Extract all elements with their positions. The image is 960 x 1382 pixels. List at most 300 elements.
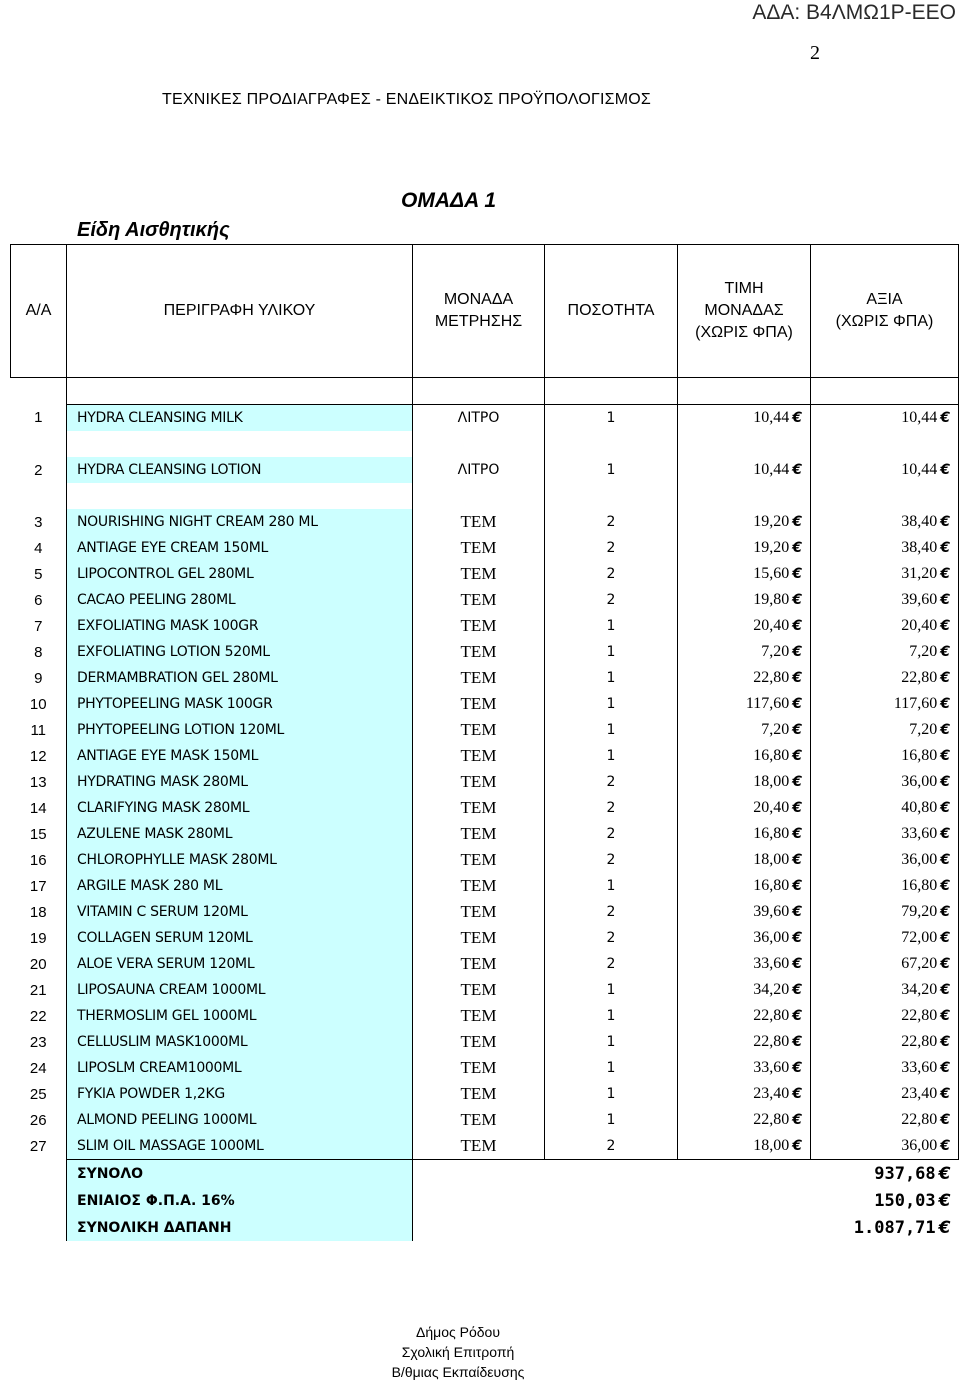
row-number: 7: [34, 617, 43, 635]
item-value-amount: 38,40: [901, 513, 938, 530]
unit-price-amount: 18,00: [753, 851, 790, 868]
item-description: PHYTOPEELING MASK 100GR: [67, 691, 413, 717]
table-row: [11, 1003, 959, 1029]
total-empty: [413, 1187, 545, 1214]
item-description: LIPOSAUNA CREAM 1000ML: [67, 977, 413, 1003]
row-number: 16: [29, 851, 47, 869]
euro-icon: €: [938, 1217, 951, 1238]
unit-price-amount: 10,44: [753, 461, 790, 478]
euro-icon: €: [940, 644, 950, 660]
euro-icon: €: [940, 462, 950, 478]
row-number: 17: [29, 877, 47, 895]
spacer-cell: [11, 431, 67, 457]
item-unit: ΤΕΜ: [413, 613, 545, 639]
item-unit: ΤΕΜ: [413, 639, 545, 665]
total-label: ΣΥΝΟΛΙΚΗ ΔΑΠΑΝΗ: [67, 1214, 413, 1241]
spacer-cell: [678, 483, 811, 509]
item-quantity: 1: [545, 743, 678, 769]
item-unit: ΤΕΜ: [413, 665, 545, 691]
item-value-amount: 34,20: [901, 981, 938, 998]
item-value: [811, 509, 959, 535]
item-value: [811, 769, 959, 795]
row-number: 5: [34, 565, 43, 583]
spacer-cell: [413, 431, 545, 457]
table-row: [11, 847, 959, 873]
item-description: CLARIFYING MASK 280ML: [67, 795, 413, 821]
total-row: [11, 1160, 959, 1188]
table-row: [11, 1055, 959, 1081]
unit-price-amount: 117,60: [745, 695, 790, 712]
budget-table: [10, 244, 959, 1241]
total-empty: [413, 1214, 545, 1241]
table-row: [11, 795, 959, 821]
item-value-amount: 10,44: [901, 461, 938, 478]
item-description: ALOE VERA SERUM 120ML: [67, 951, 413, 977]
col-header-value-line1: ΑΞΙΑ: [866, 291, 903, 308]
item-value-amount: 16,80: [901, 747, 938, 764]
unit-price: [678, 899, 811, 925]
unit-price-amount: 22,80: [753, 669, 790, 686]
total-empty: [545, 1214, 678, 1241]
total-spacer: [11, 1187, 67, 1214]
col-header-aa: Α/Α: [11, 245, 67, 378]
unit-price: [678, 1133, 811, 1160]
spacer-cell: [678, 378, 811, 405]
unit-price-amount: 20,40: [753, 799, 790, 816]
item-unit: ΤΕΜ: [413, 717, 545, 743]
item-unit: ΤΕΜ: [413, 769, 545, 795]
spacer-cell: [413, 378, 545, 405]
item-value-amount: 79,20: [901, 903, 938, 920]
table-row: [11, 535, 959, 561]
euro-icon: €: [938, 1190, 951, 1211]
item-value: [811, 587, 959, 613]
euro-icon: €: [940, 1060, 950, 1076]
col-header-unit-line1: ΜΟΝΑΔΑ: [443, 291, 514, 308]
item-value-amount: 117,60: [893, 695, 938, 712]
item-value-amount: 20,40: [901, 617, 938, 634]
item-value: [811, 1133, 959, 1160]
item-value: [811, 1003, 959, 1029]
item-quantity: 1: [545, 691, 678, 717]
unit-price-amount: 10,44: [753, 409, 790, 426]
footer-line-3: Β/θμιας Εκπαίδευσης: [391, 1364, 525, 1380]
total-value: [678, 1214, 959, 1241]
spacer-cell: [811, 483, 959, 509]
item-value: [811, 561, 959, 587]
euro-icon: €: [940, 566, 950, 582]
item-value: [811, 1107, 959, 1133]
spacer-row: [11, 431, 959, 457]
euro-icon: €: [940, 826, 950, 842]
unit-price-amount: 19,20: [753, 539, 790, 556]
col-header-price-line3: (ΧΩΡΙΣ ΦΠΑ): [695, 324, 793, 341]
item-unit: ΤΕΜ: [413, 847, 545, 873]
row-number: 21: [29, 981, 47, 999]
item-unit: ΤΕΜ: [413, 899, 545, 925]
euro-icon: €: [792, 514, 802, 530]
table-row: [11, 1081, 959, 1107]
unit-price-amount: 7,20: [761, 721, 790, 738]
total-value: [678, 1187, 959, 1214]
row-number: 6: [34, 591, 43, 609]
item-quantity: 2: [545, 899, 678, 925]
item-value-amount: 39,60: [901, 591, 938, 608]
item-value-amount: 7,20: [909, 643, 938, 660]
spacer-cell: [413, 483, 545, 509]
item-description: ALMOND PEELING 1000ML: [67, 1107, 413, 1133]
unit-price-amount: 33,60: [753, 1059, 790, 1076]
item-value: [811, 821, 959, 847]
item-unit: ΤΕΜ: [413, 509, 545, 535]
item-quantity: 1: [545, 405, 678, 432]
item-quantity: 2: [545, 561, 678, 587]
spacer-cell: [67, 483, 413, 509]
euro-icon: €: [940, 592, 950, 608]
item-description: HYDRA CLEANSING MILK: [67, 405, 413, 432]
item-quantity: 1: [545, 665, 678, 691]
euro-icon: €: [940, 670, 950, 686]
euro-icon: €: [792, 722, 802, 738]
table-row: [11, 1133, 959, 1160]
item-value: [811, 925, 959, 951]
item-description: CHLOROPHYLLE MASK 280ML: [67, 847, 413, 873]
col-header-unit: [413, 245, 545, 378]
row-number: 25: [29, 1085, 47, 1103]
total-value-amount: 1.087,71: [853, 1217, 936, 1238]
item-value-amount: 23,40: [901, 1085, 938, 1102]
euro-icon: €: [792, 930, 802, 946]
item-unit: ΤΕΜ: [413, 1003, 545, 1029]
item-value: [811, 899, 959, 925]
spacer-cell: [11, 483, 67, 509]
spacer-cell: [67, 378, 413, 405]
item-value-amount: 40,80: [901, 799, 938, 816]
item-value: [811, 535, 959, 561]
unit-price: [678, 951, 811, 977]
euro-icon: €: [792, 566, 802, 582]
spacer-row: [11, 483, 959, 509]
ada-code: ΑΔΑ: Β4ΛΜΩ1Ρ-ΕΕΟ: [752, 1, 956, 24]
euro-icon: €: [792, 774, 802, 790]
euro-icon: €: [792, 670, 802, 686]
item-value-amount: 16,80: [901, 877, 938, 894]
table-row: [11, 561, 959, 587]
row-number: 11: [30, 721, 47, 739]
row-number: 12: [29, 747, 47, 765]
item-description: HYDRA CLEANSING LOTION: [67, 457, 413, 483]
item-quantity: 2: [545, 847, 678, 873]
unit-price-amount: 16,80: [753, 825, 790, 842]
unit-price: [678, 1055, 811, 1081]
table-row: [11, 665, 959, 691]
table-row: [11, 1107, 959, 1133]
total-value-amount: 937,68: [874, 1163, 936, 1184]
unit-price-amount: 22,80: [753, 1033, 790, 1050]
document-title: ΤΕΧΝΙΚΕΣ ΠΡΟΔΙΑΓΡΑΦΕΣ - ΕΝΔΕΙΚΤΙΚΟΣ ΠΡΟΫΠΟΛΟΓΙΣΜΟΣ: [162, 91, 652, 108]
table-row: [11, 743, 959, 769]
euro-icon: €: [792, 748, 802, 764]
row-number: 20: [29, 955, 47, 973]
unit-price: [678, 665, 811, 691]
row-number: 23: [29, 1033, 47, 1051]
spacer-cell: [545, 483, 678, 509]
unit-price: [678, 535, 811, 561]
item-description: EXFOLIATING MASK 100GR: [67, 613, 413, 639]
unit-price: [678, 1107, 811, 1133]
table-row: [11, 977, 959, 1003]
table-row: [11, 1029, 959, 1055]
item-value-amount: 38,40: [901, 539, 938, 556]
item-description: FYKIA POWDER 1,2KG: [67, 1081, 413, 1107]
item-description: CELLUSLIM MASK1000ML: [67, 1029, 413, 1055]
item-value: [811, 873, 959, 899]
unit-price: [678, 561, 811, 587]
item-quantity: 1: [545, 717, 678, 743]
item-value: [811, 951, 959, 977]
euro-icon: €: [792, 878, 802, 894]
spacer-cell: [811, 431, 959, 457]
total-label: ΕΝΙΑΙΟΣ Φ.Π.Α. 16%: [67, 1187, 413, 1214]
euro-icon: €: [792, 1086, 802, 1102]
category-title: Είδη Αισθητικής: [77, 219, 230, 241]
item-value: [811, 847, 959, 873]
euro-icon: €: [792, 1060, 802, 1076]
item-description: DERMAMBRATION GEL 280ML: [67, 665, 413, 691]
unit-price-amount: 7,20: [761, 643, 790, 660]
euro-icon: €: [940, 722, 950, 738]
item-value: [811, 743, 959, 769]
unit-price-amount: 19,80: [753, 591, 790, 608]
item-description: SLIM OIL MASSAGE 1000ML: [67, 1133, 413, 1160]
unit-price-amount: 33,60: [753, 955, 790, 972]
item-description: CACAO PEELING 280ML: [67, 587, 413, 613]
row-number: 9: [34, 669, 43, 687]
spacer-cell: [811, 378, 959, 405]
row-number: 1: [34, 409, 43, 427]
item-unit: ΤΕΜ: [413, 1029, 545, 1055]
table-row: [11, 873, 959, 899]
spacer-cell: [67, 431, 413, 457]
unit-price-amount: 19,20: [753, 513, 790, 530]
table-row: [11, 639, 959, 665]
euro-icon: €: [792, 696, 802, 712]
unit-price: [678, 613, 811, 639]
row-number: 14: [29, 799, 47, 817]
euro-icon: €: [940, 1112, 950, 1128]
item-unit: ΤΕΜ: [413, 535, 545, 561]
item-description: COLLAGEN SERUM 120ML: [67, 925, 413, 951]
item-unit: ΤΕΜ: [413, 795, 545, 821]
spacer-row: [11, 378, 959, 405]
item-description: ANTIAGE EYE CREAM 150ML: [67, 535, 413, 561]
item-unit: ΤΕΜ: [413, 1081, 545, 1107]
footer: [0, 1322, 916, 1382]
unit-price-amount: 16,80: [753, 747, 790, 764]
euro-icon: €: [792, 1008, 802, 1024]
item-value: [811, 405, 959, 432]
item-quantity: 1: [545, 1055, 678, 1081]
spacer-cell: [678, 431, 811, 457]
item-description: AZULENE MASK 280ML: [67, 821, 413, 847]
euro-icon: €: [940, 982, 950, 998]
footer-line-2: Σχολική Επιτροπή: [401, 1344, 515, 1360]
item-value-amount: 36,00: [901, 851, 938, 868]
spacer-cell: [11, 378, 67, 405]
unit-price: [678, 821, 811, 847]
row-number: 19: [29, 929, 47, 947]
item-value-amount: 22,80: [901, 1033, 938, 1050]
item-quantity: 2: [545, 951, 678, 977]
item-quantity: 2: [545, 535, 678, 561]
col-header-price: [678, 245, 811, 378]
unit-price: [678, 717, 811, 743]
group-title: ΟΜΑΔΑ 1: [401, 189, 496, 212]
item-value-amount: 31,20: [901, 565, 938, 582]
item-description: EXFOLIATING LOTION 520ML: [67, 639, 413, 665]
item-quantity: 2: [545, 925, 678, 951]
item-quantity: 2: [545, 1133, 678, 1160]
item-value-amount: 72,00: [901, 929, 938, 946]
row-number: 24: [29, 1059, 47, 1077]
euro-icon: €: [940, 878, 950, 894]
euro-icon: €: [792, 1034, 802, 1050]
table-row: [11, 587, 959, 613]
table-row: [11, 613, 959, 639]
unit-price-amount: 18,00: [753, 773, 790, 790]
item-value-amount: 10,44: [901, 409, 938, 426]
item-value-amount: 22,80: [901, 669, 938, 686]
euro-icon: €: [792, 956, 802, 972]
total-empty: [413, 1160, 545, 1188]
row-number: 27: [29, 1137, 47, 1155]
row-number: 13: [29, 773, 47, 791]
unit-price: [678, 795, 811, 821]
unit-price: [678, 873, 811, 899]
col-header-value-line2: (ΧΩΡΙΣ ΦΠΑ): [835, 313, 934, 330]
item-value: [811, 613, 959, 639]
item-value: [811, 665, 959, 691]
col-header-price-line1: ΤΙΜΗ: [724, 280, 764, 297]
item-description: LIPOCONTROL GEL 280ML: [67, 561, 413, 587]
euro-icon: €: [940, 748, 950, 764]
unit-price-amount: 20,40: [753, 617, 790, 634]
item-description: PHYTOPEELING LOTION 120ML: [67, 717, 413, 743]
unit-price-amount: 34,20: [753, 981, 790, 998]
table-row: [11, 717, 959, 743]
item-unit: ΤΕΜ: [413, 587, 545, 613]
item-unit: ΤΕΜ: [413, 1133, 545, 1160]
table-row: [11, 405, 959, 432]
col-header-qty: ΠΟΣΟΤΗΤΑ: [545, 245, 678, 378]
item-unit: ΛΙΤΡΟ: [413, 405, 545, 432]
item-unit: ΤΕΜ: [413, 821, 545, 847]
euro-icon: €: [792, 852, 802, 868]
euro-icon: €: [792, 982, 802, 998]
item-unit: ΤΕΜ: [413, 873, 545, 899]
total-empty: [545, 1160, 678, 1188]
total-row: [11, 1214, 959, 1241]
item-quantity: 2: [545, 769, 678, 795]
unit-price-amount: 36,00: [753, 929, 790, 946]
item-unit: ΛΙΤΡΟ: [413, 457, 545, 483]
table-row: [11, 951, 959, 977]
item-unit: ΤΕΜ: [413, 561, 545, 587]
item-description: VITAMIN C SERUM 120ML: [67, 899, 413, 925]
item-value: [811, 717, 959, 743]
item-value-amount: 67,20: [901, 955, 938, 972]
euro-icon: €: [940, 852, 950, 868]
row-number: 3: [34, 513, 43, 531]
euro-icon: €: [940, 540, 950, 556]
item-value-amount: 33,60: [901, 1059, 938, 1076]
unit-price: [678, 587, 811, 613]
item-value: [811, 639, 959, 665]
unit-price-amount: 18,00: [753, 1137, 790, 1154]
unit-price-amount: 22,80: [753, 1111, 790, 1128]
unit-price-amount: 22,80: [753, 1007, 790, 1024]
item-quantity: 2: [545, 587, 678, 613]
item-value-amount: 7,20: [909, 721, 938, 738]
item-value-amount: 33,60: [901, 825, 938, 842]
row-number: 15: [29, 825, 47, 843]
euro-icon: €: [940, 1138, 950, 1154]
item-value-amount: 22,80: [901, 1007, 938, 1024]
unit-price: [678, 1081, 811, 1107]
item-unit: ΤΕΜ: [413, 977, 545, 1003]
total-spacer: [11, 1214, 67, 1241]
euro-icon: €: [792, 462, 802, 478]
item-value-amount: 22,80: [901, 1111, 938, 1128]
euro-icon: €: [940, 930, 950, 946]
item-unit: ΤΕΜ: [413, 1055, 545, 1081]
euro-icon: €: [940, 1008, 950, 1024]
item-description: NOURISHING NIGHT CREAM 280 ML: [67, 509, 413, 535]
item-quantity: 1: [545, 457, 678, 483]
euro-icon: €: [792, 644, 802, 660]
item-quantity: 1: [545, 1029, 678, 1055]
euro-icon: €: [940, 514, 950, 530]
unit-price: [678, 847, 811, 873]
page-number: 2: [810, 42, 820, 64]
total-spacer: [11, 1160, 67, 1188]
item-quantity: 2: [545, 821, 678, 847]
item-quantity: 2: [545, 509, 678, 535]
euro-icon: €: [792, 904, 802, 920]
table-row: [11, 457, 959, 483]
item-value: [811, 1055, 959, 1081]
euro-icon: €: [792, 1138, 802, 1154]
item-unit: ΤΕΜ: [413, 691, 545, 717]
table-row: [11, 925, 959, 951]
table-row: [11, 769, 959, 795]
item-quantity: 1: [545, 1081, 678, 1107]
unit-price: [678, 743, 811, 769]
table-header-row: [11, 245, 959, 378]
item-quantity: 1: [545, 1003, 678, 1029]
unit-price-amount: 39,60: [753, 903, 790, 920]
item-description: THERMOSLIM GEL 1000ML: [67, 1003, 413, 1029]
unit-price: [678, 691, 811, 717]
item-value: [811, 795, 959, 821]
euro-icon: €: [792, 410, 802, 426]
row-number: 10: [29, 695, 47, 713]
unit-price-amount: 15,60: [753, 565, 790, 582]
table-row: [11, 509, 959, 535]
item-value-amount: 36,00: [901, 1137, 938, 1154]
item-quantity: 2: [545, 795, 678, 821]
item-value-amount: 36,00: [901, 773, 938, 790]
